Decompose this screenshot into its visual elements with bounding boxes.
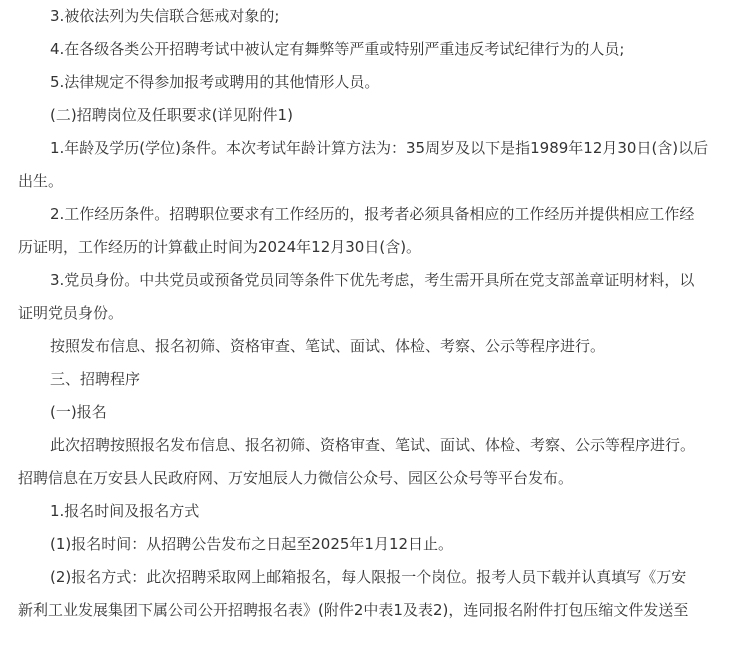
text-line: 1.报名时间及报名方式 <box>50 502 200 520</box>
paragraph-item-3 <box>18 0 745 33</box>
text-line: 三、招聘程序 <box>50 370 141 388</box>
paragraph-party-member <box>18 264 738 330</box>
paragraph-registration-method <box>18 561 738 627</box>
paragraph-age-education <box>18 132 738 198</box>
text-line: 按照发布信息、报名初筛、资格审查、笔试、面试、体检、考察、公示等程序进行。 <box>50 337 606 355</box>
text-line: 4.在各级各类公开招聘考试中被认定有舞弊等严重或特别严重违反考试纪律行为的人员; <box>50 40 625 58</box>
text-line: 新利工业发展集团下属公司公开招聘报名表》(附件2中表1及表2)，连同报名附件打包压缩文件发送至 <box>18 601 689 619</box>
text-line: 3.党员身份。中共党员或预备党员同等条件下优先考虑，考生需开具所在党支部盖章证明材料，以 <box>50 271 695 289</box>
text-line: (一)报名 <box>50 403 107 421</box>
paragraph-item-4 <box>18 33 745 66</box>
paragraph-procedure <box>18 330 745 363</box>
paragraph-item-5 <box>18 66 745 99</box>
text-line: (1)报名时间：从招聘公告发布之日起至2025年1月12日止。 <box>50 535 454 553</box>
text-line: 5.法律规定不得参加报考或聘用的其他情形人员。 <box>50 73 380 91</box>
text-line: 1.年龄及学历(学位)条件。本次考试年龄计算方法为：35周岁及以下是指1989年12月30日(含)以后 <box>50 139 709 157</box>
section-heading-registration <box>18 396 745 429</box>
text-line: 招聘信息在万安县人民政府网、万安旭辰人力微信公众号、园区公众号等平台发布。 <box>18 469 574 487</box>
subheading-registration-time-method <box>18 495 745 528</box>
text-line: 出生。 <box>18 172 64 190</box>
section-heading-requirements <box>18 99 745 132</box>
text-line: 历证明，工作经历的计算截止时间为2024年12月30日(含)。 <box>18 238 422 256</box>
text-line: 2.工作经历条件。招聘职位要求有工作经历的，报考者必须具备相应的工作经历并提供相应工作经 <box>50 205 695 223</box>
text-line: 3.被依法列为失信联合惩戒对象的; <box>50 7 280 25</box>
text-line: 证明党员身份。 <box>18 304 124 322</box>
text-line: (二)招聘岗位及任职要求(详见附件1) <box>50 106 293 124</box>
paragraph-registration-time <box>18 528 745 561</box>
text-line: (2)报名方式：此次招聘采取网上邮箱报名，每人限报一个岗位。报考人员下载并认真填写《万安 <box>50 568 687 586</box>
text-line: 此次招聘按照报名发布信息、报名初筛、资格审查、笔试、面试、体检、考察、公示等程序进行。 <box>50 436 696 454</box>
section-heading-recruitment-procedure <box>18 363 745 396</box>
paragraph-work-experience <box>18 198 738 264</box>
paragraph-recruitment-info <box>18 429 738 495</box>
